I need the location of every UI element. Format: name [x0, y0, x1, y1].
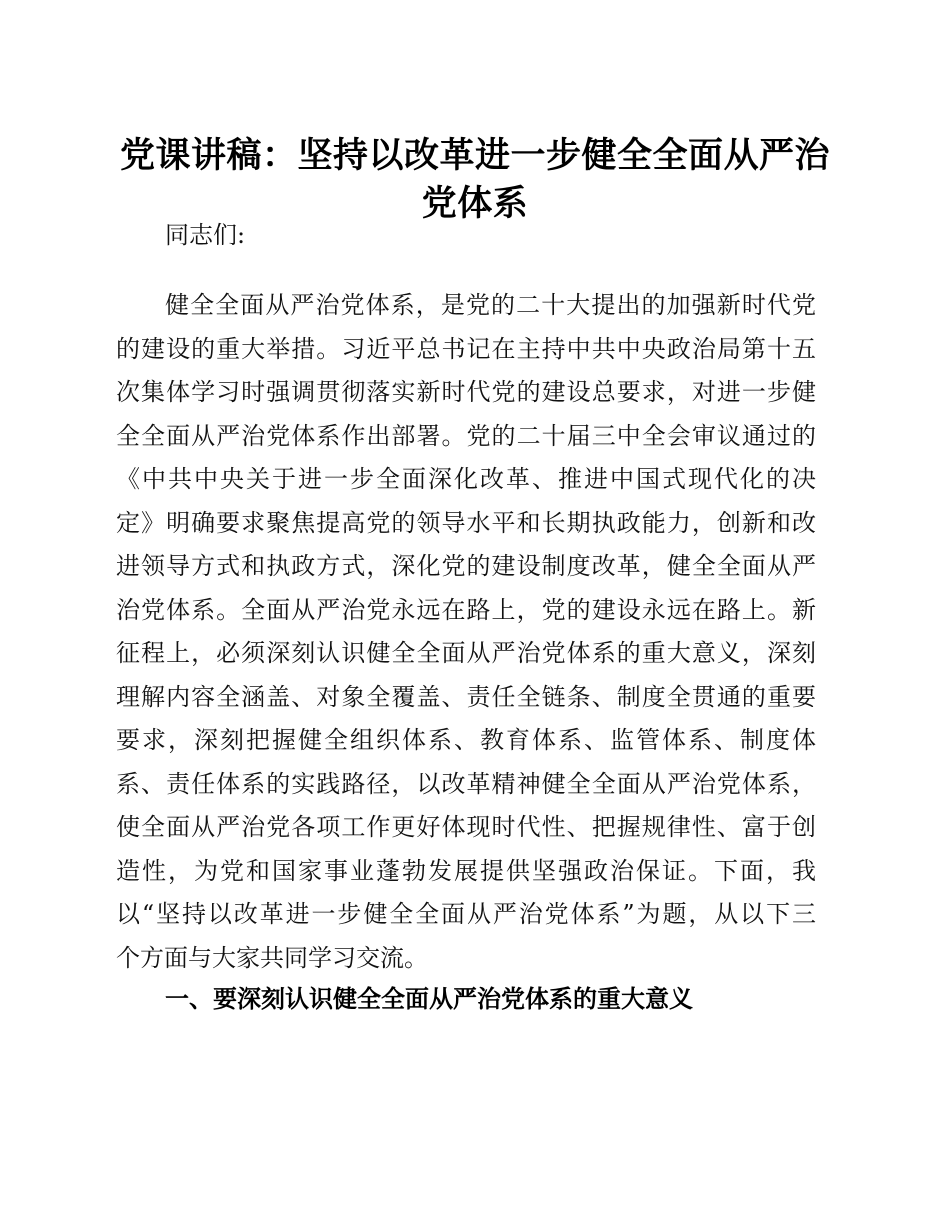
- paragraph-line-2: 的建设的重大举措。习近平总书记在主持中共中央政治局第十五: [116, 334, 816, 363]
- paragraph-line-12: 系、责任体系的实践路径，以改革精神健全全面从严治党体系，: [116, 769, 816, 798]
- paragraph-line-15: 以“坚持以改革进一步健全全面从严治党体系”为题，从以下三: [116, 900, 816, 928]
- section-heading-1: 一、要深刻认识健全全面从严治党体系的重大意义: [165, 985, 693, 1013]
- paragraph-line-11: 要求，深刻把握健全组织体系、教育体系、监管体系、制度体: [116, 726, 816, 754]
- paragraph-line-5: 《中共中央关于进一步全面深化改革、推进中国式现代化的决: [116, 465, 816, 493]
- salutation: 同志们:: [165, 221, 246, 249]
- paragraph-line-14: 造性，为党和国家事业蓬勃发展提供坚强政治保证。下面，我: [116, 856, 816, 885]
- paragraph-line-7: 进领导方式和执政方式，深化党的建设制度改革，健全全面从严: [116, 552, 816, 580]
- body-paragraph: [116, 284, 816, 980]
- title-line-2: 党体系: [421, 183, 529, 224]
- paragraph-line-1: 健全全面从严治党体系，是党的二十大提出的加强新时代党: [165, 291, 816, 319]
- paragraph-line-13: 使全面从严治党各项工作更好体现时代性、把握规律性、富于创: [116, 813, 816, 841]
- paragraph-line-10: 理解内容全涵盖、对象全覆盖、责任全链条、制度全贯通的重要: [116, 682, 816, 711]
- paragraph-line-3: 次集体学习时强调贯彻落实新时代党的建设总要求，对进一步健: [116, 378, 816, 406]
- paragraph-line-9: 征程上，必须深刻认识健全全面从严治党体系的重大意义，深刻: [116, 639, 816, 667]
- paragraph-line-16: 个方面与大家共同学习交流。: [116, 943, 428, 972]
- paragraph-line-4: 全全面从严治党体系作出部署。党的二十届三中全会审议通过的: [116, 421, 816, 450]
- paragraph-line-8: 治党体系。全面从严治党永远在路上，党的建设永远在路上。新: [116, 595, 816, 624]
- paragraph-line-6: 定》明确要求聚焦提高党的领导水平和长期执政能力，创新和改: [116, 508, 816, 537]
- title-line-1: 党课讲稿：坚持以改革进一步健全全面从严治: [119, 135, 830, 176]
